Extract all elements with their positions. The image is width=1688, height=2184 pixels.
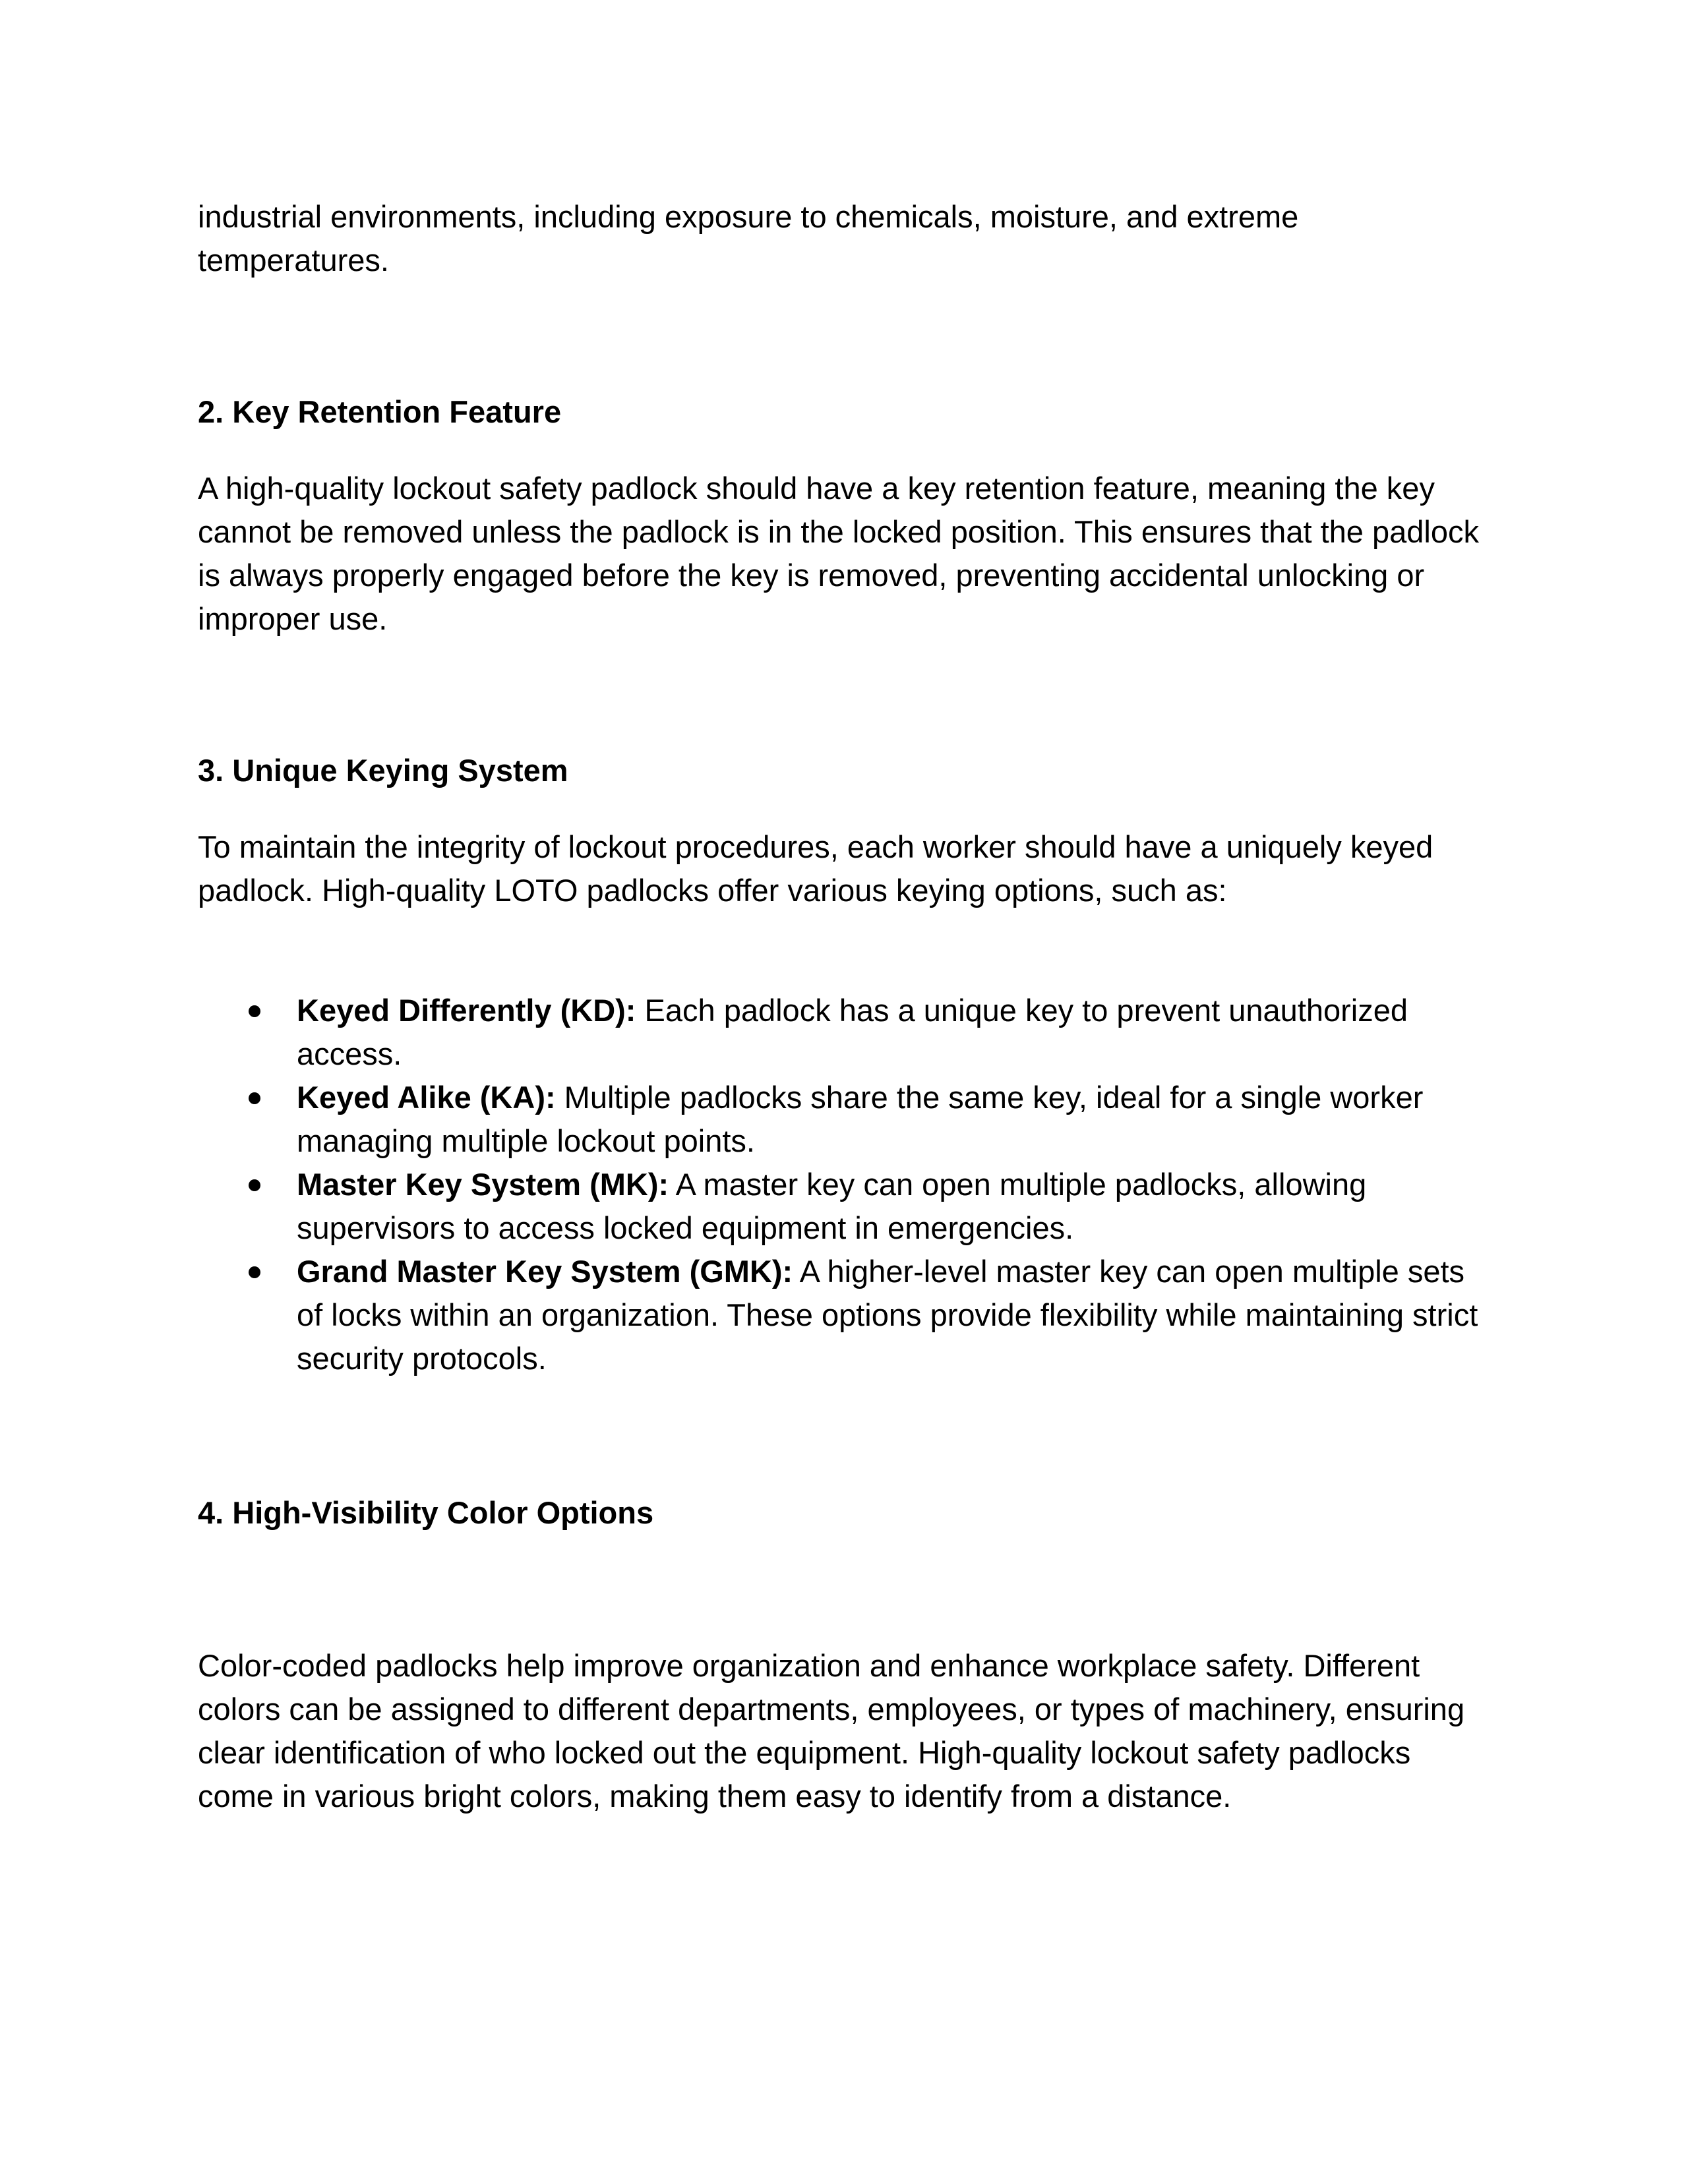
- section-body-key-retention: A high-quality lockout safety padlock should have a key retention feature, meaning the key cannot be removed unless the padlock is in the locked position. This ensures that the padlock is always properly engaged before the key is removed, preventing accidental unlocking or improper use.: [198, 471, 1479, 636]
- list-item-text: Multiple padlocks share the same key, ideal for a single worker managing multiple lockout points.: [297, 1080, 1424, 1158]
- section-heading-key-retention: 2. Key Retention Feature: [198, 394, 562, 429]
- intro-paragraph: industrial environments, including exposure to chemicals, moisture, and extreme temperatures.: [198, 199, 1299, 278]
- bullet-icon: [249, 1005, 260, 1017]
- bullet-icon: [249, 1179, 260, 1191]
- list-item: [198, 989, 1490, 1076]
- list-item-text: Each padlock has a unique key to prevent unauthorized access.: [297, 993, 1408, 1071]
- list-item-text: A higher-level master key can open multiple sets of locks within an organization. These options provide flexibility while maintaining strict security protocols.: [297, 1254, 1478, 1376]
- section-body-unique-keying: To maintain the integrity of lockout procedures, each worker should have a uniquely keyed padlock. High-quality LOTO padlocks offer various keying options, such as:: [198, 829, 1433, 908]
- section-heading-color-options: 4. High-Visibility Color Options: [198, 1495, 654, 1530]
- list-item: [198, 1250, 1490, 1380]
- list-item-term: Master Key System (MK):: [297, 1167, 669, 1202]
- section-body-color-options: Color-coded padlocks help improve organization and enhance workplace safety. Different colors can be assigned to different departments, employees, or types of machinery, ensuring clear identification of who locked out the equipment. High-quality lockout safety padlocks come in various bright colors, making them easy to identify from a distance.: [198, 1648, 1465, 1814]
- list-item-text: A master key can open multiple padlocks, allowing supervisors to access locked equipment in emergencies.: [297, 1167, 1367, 1245]
- list-item-term: Keyed Alike (KA):: [297, 1080, 556, 1115]
- bullet-icon: [249, 1266, 260, 1278]
- list-item: [198, 1163, 1490, 1250]
- bullet-icon: [249, 1092, 260, 1104]
- list-item-term: Grand Master Key System (GMK):: [297, 1254, 793, 1289]
- list-item-term: Keyed Differently (KD):: [297, 993, 636, 1028]
- section-heading-unique-keying: 3. Unique Keying System: [198, 753, 568, 788]
- keying-options-list: [198, 989, 1490, 1380]
- list-item: [198, 1076, 1490, 1163]
